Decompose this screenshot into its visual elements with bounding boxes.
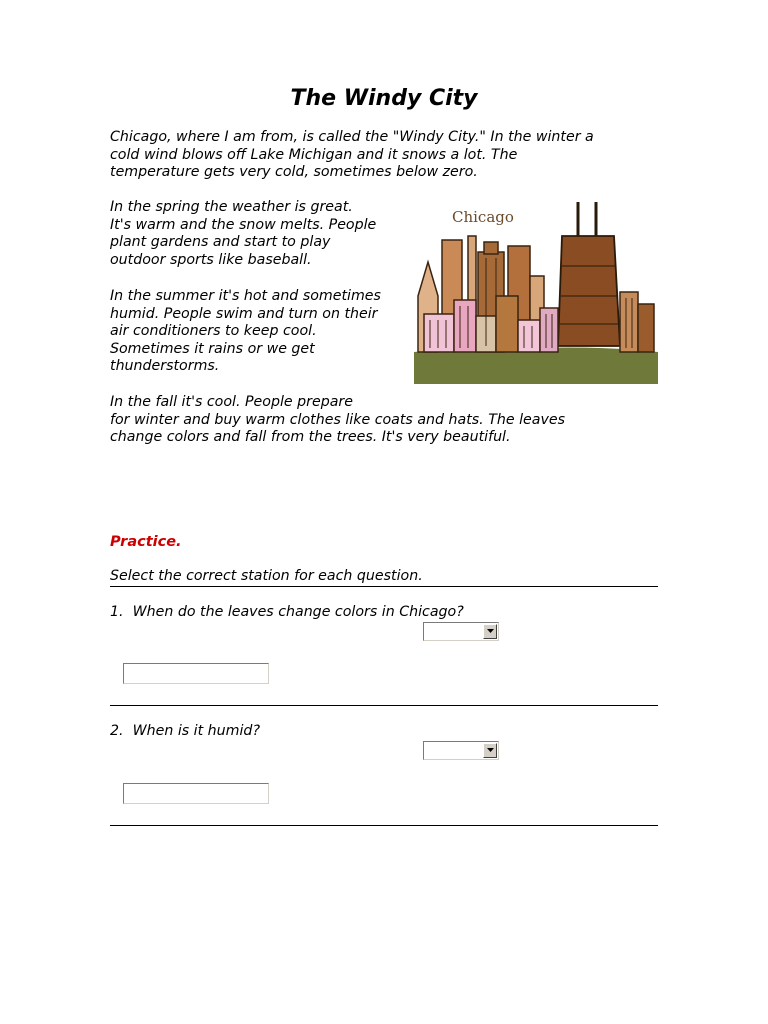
divider [110,586,658,587]
answer-select-2[interactable] [423,741,499,760]
question-text: When do the leaves change colors in Chicago? [132,604,464,620]
divider [110,705,658,706]
summer-line: air conditioners to keep cool. [110,323,317,340]
divider [110,825,658,826]
dropdown-arrow-button[interactable] [483,624,497,639]
page-title: The Windy City [290,86,478,111]
spring-line: In the spring the weather is great. [110,199,353,215]
fall-line: In the fall it's cool. People prepare [110,394,353,410]
intro-line: Chicago, where I am from, is called the "Windy City." In the winter a [110,129,594,145]
spring-line: outdoor sports like baseball. [110,251,312,268]
skyline-label: Chicago [452,208,514,226]
spring-line: It's warm and the snow melts. People [110,216,377,233]
practice-heading: Practice. [110,534,182,550]
fall-line: change colors and fall from the trees. It's very beautiful. [110,429,511,446]
fall-paragraph [110,394,565,447]
practice-instructions: Select the correct station for each question. [110,568,423,584]
answer-textbox-1[interactable] [123,663,269,684]
chevron-down-icon [487,629,494,634]
summer-line: thunderstorms. [110,358,220,375]
summer-line: In the summer it's hot and sometimes [110,288,381,304]
question-1 [110,604,464,620]
fall-line: for winter and buy warm clothes like coats and hats. The leaves [110,411,565,428]
intro-paragraph [110,129,594,182]
chicago-skyline-icon [412,196,660,384]
summer-line: Sometimes it rains or we get [110,340,315,357]
chevron-down-icon [487,748,494,753]
spring-line: plant gardens and start to play [110,234,331,251]
intro-line: temperature gets very cold, sometimes below zero. [110,164,478,181]
intro-line: cold wind blows off Lake Michigan and it snows a lot. The [110,146,518,163]
answer-select-1[interactable] [423,622,499,641]
question-number: 2. [110,723,124,739]
question-number: 1. [110,604,124,620]
spring-paragraph [110,199,376,269]
summer-line: humid. People swim and turn on their [110,305,378,322]
question-text: When is it humid? [132,723,260,739]
answer-textbox-2[interactable] [123,783,269,804]
question-2 [110,723,260,739]
dropdown-arrow-button[interactable] [483,743,497,758]
summer-paragraph [110,288,381,376]
